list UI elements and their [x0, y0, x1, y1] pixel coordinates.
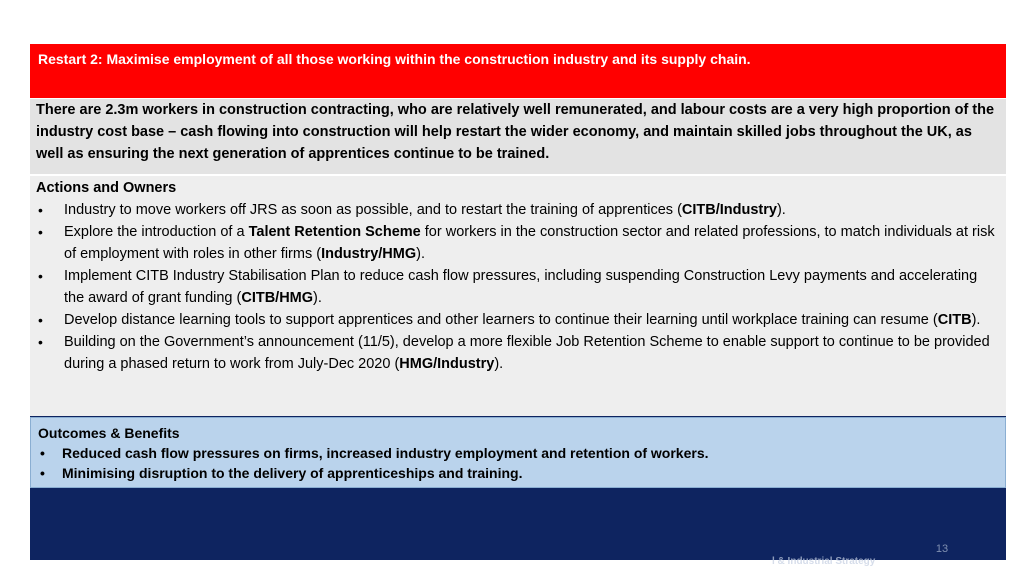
- intro-box: [30, 98, 1006, 174]
- bullet-icon: •: [38, 268, 43, 284]
- action-item: • Explore the introduction of a Talent Retention Scheme for workers in the construction sector and related professions, to match individuals at risk of employment with roles in other firms (Industry/HMG).: [36, 221, 1000, 265]
- outcomes-heading: Outcomes & Benefits: [38, 425, 180, 441]
- page-number: 13: [935, 543, 949, 555]
- actions-heading: Actions and Owners: [36, 180, 177, 196]
- outcome-item: • Minimising disruption to the delivery of apprenticeships and training.: [40, 465, 523, 481]
- bullet-icon: •: [38, 224, 43, 240]
- bullet-icon: •: [38, 202, 43, 218]
- intro-text: There are 2.3m workers in construction contracting, who are relatively well remunerated, and labour costs are a very high proportion of the industry cost base – cash flowing into construction will help restart the wider economy, and maintain skilled jobs throughout the UK, as well as ensuring the next generation of apprentices continue to be trained.: [36, 102, 995, 162]
- owner-label: Industry/HMG: [321, 246, 417, 262]
- actions-box: [30, 175, 1006, 416]
- actions-list: [36, 199, 1000, 375]
- bullet-icon: •: [38, 312, 43, 328]
- action-item: • Industry to move workers off JRS as soon as possible, and to restart the training of apprentices (CITB/Industry).: [36, 199, 1000, 221]
- action-item: • Develop distance learning tools to support apprentices and other learners to continue their learning until workplace training can resume (CITB).: [36, 309, 1000, 331]
- owner-label: CITB: [937, 312, 972, 328]
- outcome-item: • Reduced cash flow pressures on firms, increased industry employment and retention of workers.: [40, 445, 709, 461]
- scheme-name: Talent Retention Scheme: [248, 224, 421, 240]
- owner-label: CITB/HMG: [241, 290, 314, 306]
- action-item: • Implement CITB Industry Stabilisation Plan to reduce cash flow pressures, including suspending Construction Levy payments and accelerating the award of grant funding (CITB/HMG).: [36, 265, 1000, 309]
- bullet-icon: •: [40, 465, 45, 481]
- bullet-icon: •: [40, 445, 45, 461]
- owner-label: CITB/Industry: [681, 202, 777, 218]
- action-item: • Building on the Government’s announcement (11/5), develop a more flexible Job Retention Scheme to enable support to continue to be provided during a phased return to work from July-Dec 2020 (HMG/Industry).: [36, 331, 1000, 375]
- owner-label: HMG/Industry: [399, 356, 495, 372]
- footer-text: l & Industrial Strategy: [772, 556, 876, 567]
- slide-title: Restart 2: Maximise employment of all those working within the construction industry and its supply chain.: [38, 51, 751, 67]
- outcomes-box: [30, 417, 1006, 488]
- bullet-icon: •: [38, 334, 43, 350]
- slide-title-bar: [30, 44, 1006, 98]
